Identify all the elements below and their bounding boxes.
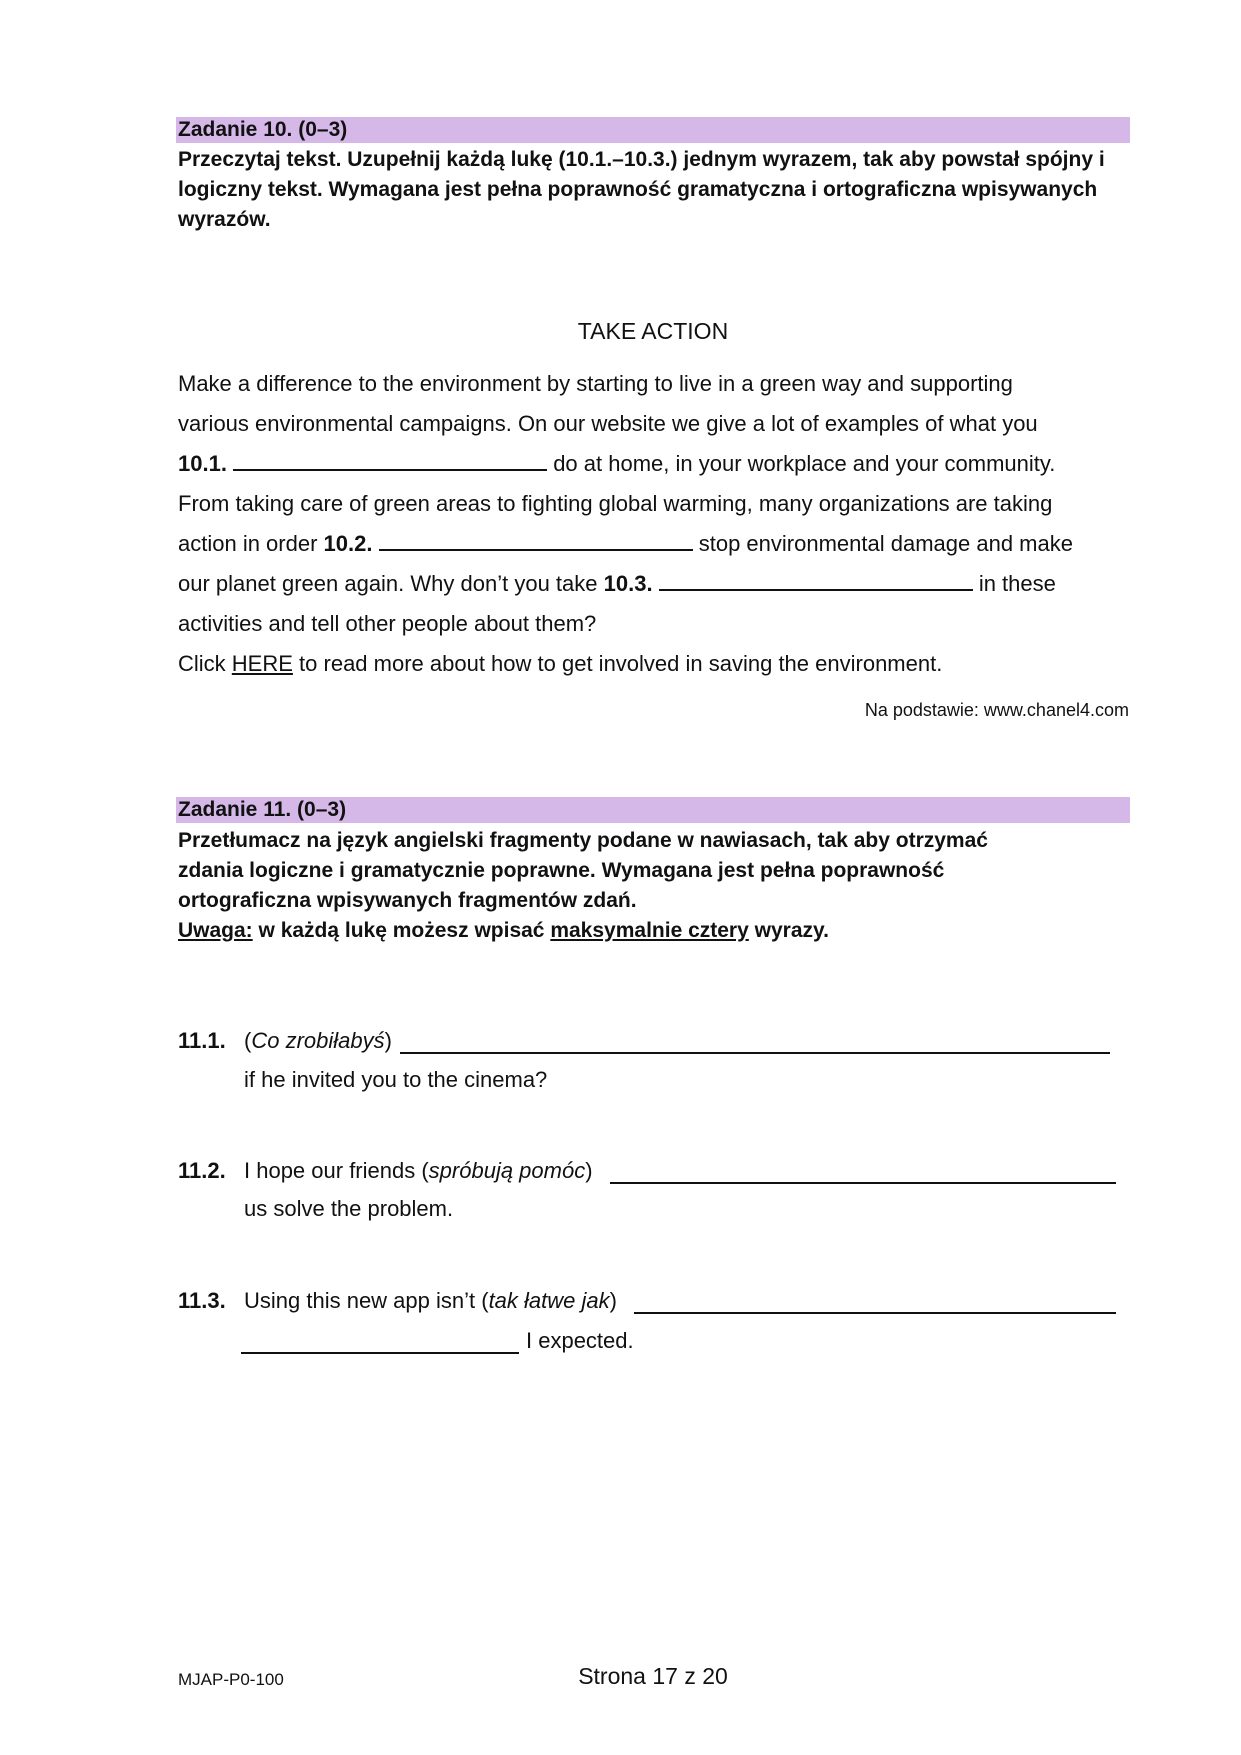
answer-line-11-3-continued[interactable]	[241, 1352, 519, 1354]
task-10-instruction: Przeczytaj tekst. Uzupełnij każdą lukę (10.1.–10.3.) jednym wyrazem, tak aby powstał spójny i logiczny tekst. Wymagana jest pełna poprawność gramatyczna i ortograficzna wpisywanych wyrazów.	[178, 148, 1105, 231]
prompt-text: )	[384, 1028, 392, 1053]
instruction-line: Przetłumacz na język angielski fragmenty podane w nawiasach, tak aby otrzymać	[178, 829, 988, 852]
answer-line-11-1[interactable]	[400, 1052, 1110, 1054]
text-fragment: do at home, in your workplace and your community.	[553, 451, 1056, 476]
text-line: various environmental campaigns. On our website we give a lot of examples of what you	[178, 411, 1038, 436]
gap-label-10-3: 10.3.	[603, 571, 653, 596]
answer-gap-10-3[interactable]	[659, 567, 973, 591]
note-text: wyrazy.	[754, 919, 829, 942]
task-11-header: Zadanie 11. (0–3)	[176, 797, 1130, 823]
text-fragment: stop environmental damage and make	[698, 531, 1073, 556]
source-note: Na podstawie: www.chanel4.com	[864, 700, 1129, 720]
note-label: Uwaga:	[178, 919, 253, 942]
task-11-instruction	[178, 826, 1138, 946]
gap-label-10-1: 10.1.	[178, 451, 227, 476]
page-number: Strona 17 z 20	[578, 1663, 728, 1689]
answer-line-11-2[interactable]	[610, 1182, 1116, 1184]
text-fragment: our planet green again. Why don’t you take	[178, 571, 598, 596]
text-line: From taking care of green areas to fighting global warming, many organizations are taking	[178, 491, 1053, 516]
item-11-1-number: 11.1.	[178, 1028, 226, 1053]
polish-hint: Co zrobiłabyś	[251, 1028, 385, 1053]
polish-hint: spróbują pomóc	[428, 1158, 586, 1183]
document-code: MJAP-P0-100	[178, 1670, 284, 1689]
item-11-3-number: 11.3.	[178, 1288, 226, 1313]
polish-hint: tak łatwe jak	[488, 1288, 610, 1313]
text-line: activities and tell other people about them?	[178, 611, 597, 636]
prompt-text: I hope our friends (	[244, 1158, 429, 1183]
instruction-note	[178, 916, 1138, 946]
prompt-text: )	[585, 1158, 593, 1183]
item-11-1-prompt	[244, 1028, 392, 1054]
instruction-line: zdania logiczne i gramatycznie poprawne. Wymagana jest pełna poprawność	[178, 859, 945, 882]
text-line-link	[178, 644, 1138, 684]
text-fragment: Click	[178, 651, 226, 676]
item-11-2-continuation: us solve the problem.	[244, 1196, 454, 1221]
text-line-gap-2	[178, 524, 1138, 564]
text-title: TAKE ACTION	[577, 318, 729, 344]
item-11-2-prompt	[244, 1158, 593, 1184]
note-text: w każdą lukę możesz wpisać	[258, 919, 545, 942]
item-11-2-number: 11.2.	[178, 1158, 226, 1183]
item-11-1-continuation: if he invited you to the cinema?	[244, 1067, 548, 1092]
prompt-text: Using this new app isn’t (	[244, 1288, 489, 1313]
task-10-text	[178, 364, 1138, 684]
instruction-line: ortograficzna wpisywanych fragmentów zdań.	[178, 889, 637, 912]
text-fragment: action in order	[178, 531, 318, 556]
note-emphasis: maksymalnie cztery	[550, 919, 749, 942]
answer-gap-10-1[interactable]	[233, 447, 547, 471]
prompt-text: )	[609, 1288, 617, 1313]
text-fragment: to read more about how to get involved in saving the environment.	[299, 651, 943, 676]
gap-label-10-2: 10.2.	[323, 531, 373, 556]
answer-gap-10-2[interactable]	[379, 527, 693, 551]
here-link[interactable]: HERE	[231, 651, 293, 676]
text-line-gap-3	[178, 564, 1138, 604]
answer-line-11-3[interactable]	[634, 1312, 1116, 1314]
text-line: Make a difference to the environment by starting to live in a green way and supporting	[178, 371, 1013, 396]
text-line-gap-1	[178, 444, 1138, 484]
task-10-header: Zadanie 10. (0–3)	[176, 117, 1130, 143]
item-11-3-prompt	[244, 1288, 617, 1314]
text-fragment: in these	[978, 571, 1056, 596]
prompt-text: (	[244, 1028, 252, 1053]
item-11-3-continuation: I expected.	[526, 1328, 634, 1353]
